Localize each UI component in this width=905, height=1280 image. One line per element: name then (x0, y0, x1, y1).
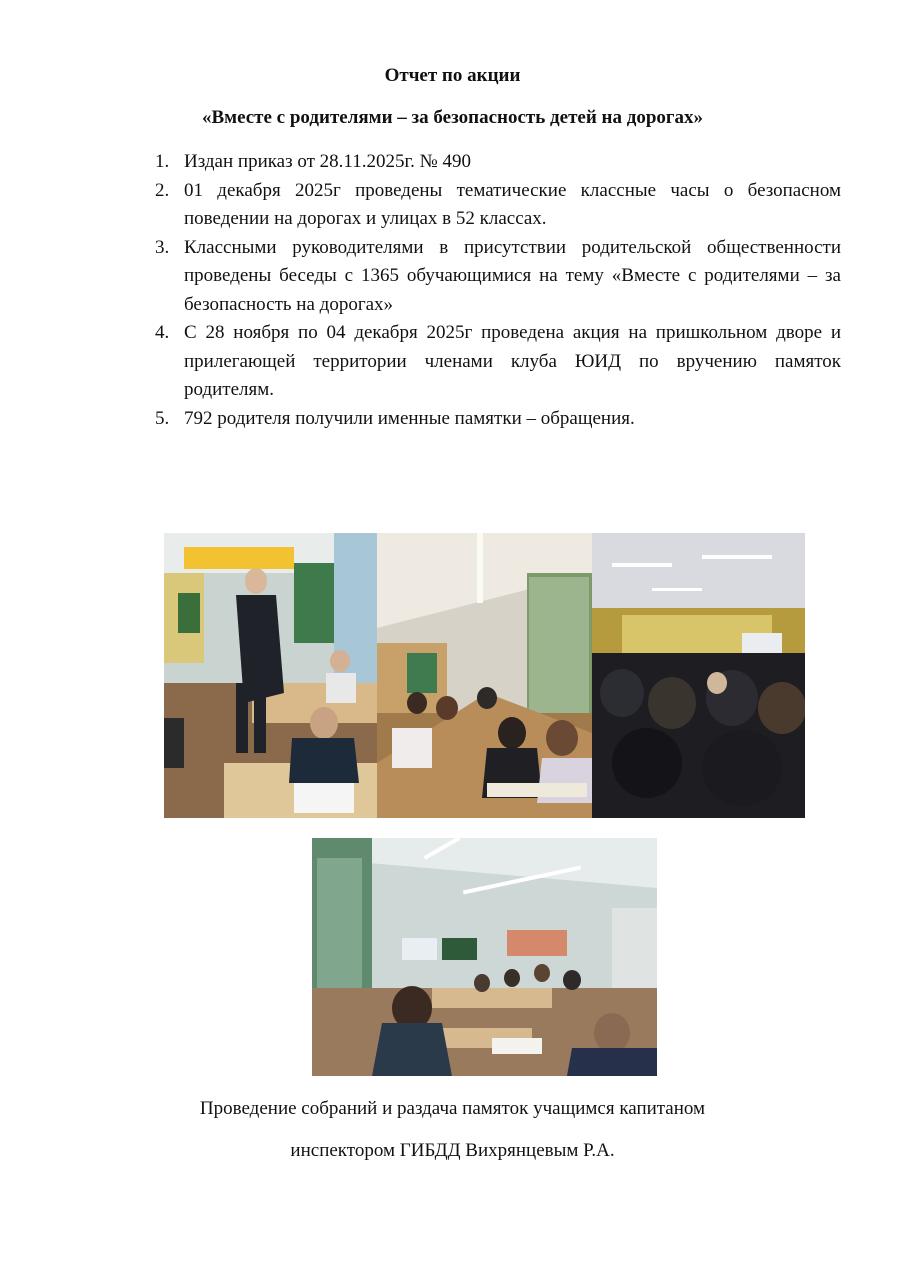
item-number: 2. (155, 179, 170, 201)
item-number: 1. (155, 151, 170, 172)
list-item (155, 148, 841, 177)
list-item (155, 319, 841, 405)
item-number: 3. (155, 236, 170, 258)
item-text: С 28 ноября по 04 декабря 2025г проведена акция на пришкольном дворе и прилегающей территории членами клуба ЮИД по вручению памяток родителям. (184, 322, 841, 400)
item-number: 5. (155, 407, 170, 429)
report-items-list (155, 148, 841, 433)
photo-caption-line1: Проведение собраний и раздача памяток учащимся капитаном (199, 1098, 706, 1119)
list-item (155, 234, 841, 320)
classroom-meeting-photo (312, 838, 657, 1076)
item-number: 4. (155, 322, 170, 343)
photo-caption-line2: инспектором ГИБДД Вихрянцевым Р.А. (290, 1140, 615, 1161)
report-subtitle: «Вместе с родителями – за безопасность детей на дорогах» (201, 107, 704, 128)
item-text: Издан приказ от 28.11.2025г. № 490 (184, 151, 471, 172)
item-text: 792 родителя получили именные памятки – обращения. (184, 407, 635, 429)
classroom-parents-photo (377, 533, 592, 818)
item-text: 01 декабря 2025г проведены тематические классные часы о безопасном поведении на дорогах и улицах в 52 классах. (184, 179, 841, 229)
classroom-inspector-photo (164, 533, 377, 818)
list-item (155, 177, 841, 234)
item-text: Классными руководителями в присутствии родительской общественности проведены беседы с 1365 обучающимися на тему «Вместе с родителями – за безопасность на дорогах» (184, 236, 841, 315)
assembly-hall-photo (592, 533, 805, 818)
list-item (155, 405, 841, 434)
report-title: Отчет по акции (384, 65, 521, 86)
